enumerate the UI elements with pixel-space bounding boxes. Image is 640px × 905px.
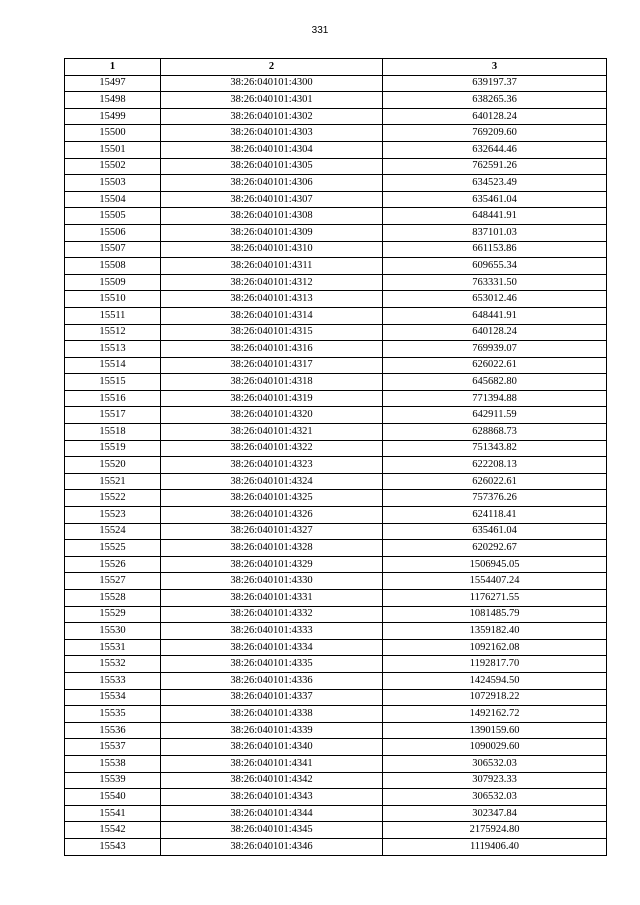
- row-number-cell: 15501: [65, 141, 161, 158]
- row-number-cell: 15508: [65, 258, 161, 275]
- value-cell: 771394.88: [383, 390, 607, 407]
- cadastral-number-cell: 38:26:040101:4309: [161, 224, 383, 241]
- table-row: [65, 590, 607, 607]
- row-number-cell: 15504: [65, 191, 161, 208]
- value-cell: 626022.61: [383, 357, 607, 374]
- value-cell: 639197.37: [383, 75, 607, 92]
- value-cell: 632644.46: [383, 141, 607, 158]
- value-cell: 1390159.60: [383, 722, 607, 739]
- cadastral-number-cell: 38:26:040101:4334: [161, 639, 383, 656]
- value-cell: 306532.03: [383, 789, 607, 806]
- table-row: [65, 390, 607, 407]
- value-cell: 2175924.80: [383, 822, 607, 839]
- value-cell: 306532.03: [383, 755, 607, 772]
- table-row: [65, 324, 607, 341]
- cadastral-number-cell: 38:26:040101:4339: [161, 722, 383, 739]
- table-row: [65, 274, 607, 291]
- value-cell: 1506945.05: [383, 556, 607, 573]
- table-row: [65, 722, 607, 739]
- row-number-cell: 15529: [65, 606, 161, 623]
- table-row: [65, 407, 607, 424]
- row-number-cell: 15527: [65, 573, 161, 590]
- row-number-cell: 15538: [65, 755, 161, 772]
- cadastral-number-cell: 38:26:040101:4316: [161, 341, 383, 358]
- table-row: [65, 291, 607, 308]
- table-row: [65, 357, 607, 374]
- cadastral-number-cell: 38:26:040101:4344: [161, 805, 383, 822]
- column-header-2: 2: [161, 59, 383, 76]
- row-number-cell: 15525: [65, 540, 161, 557]
- row-number-cell: 15523: [65, 507, 161, 524]
- cadastral-number-cell: 38:26:040101:4314: [161, 307, 383, 324]
- row-number-cell: 15509: [65, 274, 161, 291]
- cadastral-number-cell: 38:26:040101:4320: [161, 407, 383, 424]
- row-number-cell: 15500: [65, 125, 161, 142]
- value-cell: 307923.33: [383, 772, 607, 789]
- cadastral-number-cell: 38:26:040101:4317: [161, 357, 383, 374]
- table-row: [65, 789, 607, 806]
- row-number-cell: 15517: [65, 407, 161, 424]
- row-number-cell: 15528: [65, 590, 161, 607]
- cadastral-number-cell: 38:26:040101:4300: [161, 75, 383, 92]
- cadastral-value-table: [64, 58, 607, 856]
- table-row: [65, 92, 607, 109]
- value-cell: 645682.80: [383, 374, 607, 391]
- value-cell: 635461.04: [383, 191, 607, 208]
- table-row: [65, 540, 607, 557]
- table-row: [65, 341, 607, 358]
- value-cell: 763331.50: [383, 274, 607, 291]
- row-number-cell: 15513: [65, 341, 161, 358]
- row-number-cell: 15514: [65, 357, 161, 374]
- cadastral-number-cell: 38:26:040101:4330: [161, 573, 383, 590]
- cadastral-number-cell: 38:26:040101:4342: [161, 772, 383, 789]
- row-number-cell: 15512: [65, 324, 161, 341]
- cadastral-number-cell: 38:26:040101:4315: [161, 324, 383, 341]
- table-row: [65, 606, 607, 623]
- table-row: [65, 838, 607, 855]
- value-cell: 634523.49: [383, 175, 607, 192]
- row-number-cell: 15506: [65, 224, 161, 241]
- cadastral-number-cell: 38:26:040101:4346: [161, 838, 383, 855]
- cadastral-number-cell: 38:26:040101:4322: [161, 440, 383, 457]
- row-number-cell: 15543: [65, 838, 161, 855]
- value-cell: 1492162.72: [383, 706, 607, 723]
- table-body: [65, 75, 607, 855]
- value-cell: 1359182.40: [383, 623, 607, 640]
- value-cell: 1072918.22: [383, 689, 607, 706]
- cadastral-number-cell: 38:26:040101:4308: [161, 208, 383, 225]
- value-cell: 622208.13: [383, 457, 607, 474]
- page-number: 331: [311, 25, 329, 36]
- cadastral-number-cell: 38:26:040101:4328: [161, 540, 383, 557]
- row-number-cell: 15531: [65, 639, 161, 656]
- value-cell: 642911.59: [383, 407, 607, 424]
- row-number-cell: 15498: [65, 92, 161, 109]
- value-cell: 757376.26: [383, 490, 607, 507]
- row-number-cell: 15530: [65, 623, 161, 640]
- table-row: [65, 672, 607, 689]
- value-cell: 762591.26: [383, 158, 607, 175]
- value-cell: 1424594.50: [383, 672, 607, 689]
- cadastral-number-cell: 38:26:040101:4321: [161, 424, 383, 441]
- cadastral-number-cell: 38:26:040101:4340: [161, 739, 383, 756]
- row-number-cell: 15532: [65, 656, 161, 673]
- cadastral-number-cell: 38:26:040101:4323: [161, 457, 383, 474]
- table-row: [65, 158, 607, 175]
- table-row: [65, 523, 607, 540]
- row-number-cell: 15502: [65, 158, 161, 175]
- value-cell: 1192817.70: [383, 656, 607, 673]
- row-number-cell: 15507: [65, 241, 161, 258]
- cadastral-number-cell: 38:26:040101:4311: [161, 258, 383, 275]
- table-row: [65, 75, 607, 92]
- cadastral-number-cell: 38:26:040101:4343: [161, 789, 383, 806]
- row-number-cell: 15521: [65, 473, 161, 490]
- cadastral-number-cell: 38:26:040101:4304: [161, 141, 383, 158]
- value-cell: 769939.07: [383, 341, 607, 358]
- cadastral-number-cell: 38:26:040101:4302: [161, 108, 383, 125]
- row-number-cell: 15515: [65, 374, 161, 391]
- cadastral-number-cell: 38:26:040101:4313: [161, 291, 383, 308]
- table-row: [65, 772, 607, 789]
- row-number-cell: 15533: [65, 672, 161, 689]
- value-cell: 1176271.55: [383, 590, 607, 607]
- cadastral-number-cell: 38:26:040101:4331: [161, 590, 383, 607]
- table-row: [65, 573, 607, 590]
- value-cell: 624118.41: [383, 507, 607, 524]
- table-row: [65, 639, 607, 656]
- value-cell: 638265.36: [383, 92, 607, 109]
- cadastral-number-cell: 38:26:040101:4332: [161, 606, 383, 623]
- row-number-cell: 15535: [65, 706, 161, 723]
- table-row: [65, 108, 607, 125]
- row-number-cell: 15536: [65, 722, 161, 739]
- row-number-cell: 15505: [65, 208, 161, 225]
- table-row: [65, 473, 607, 490]
- table-row: [65, 689, 607, 706]
- table-row: [65, 307, 607, 324]
- value-cell: 1081485.79: [383, 606, 607, 623]
- table-row: [65, 623, 607, 640]
- row-number-cell: 15539: [65, 772, 161, 789]
- row-number-cell: 15542: [65, 822, 161, 839]
- row-number-cell: 15541: [65, 805, 161, 822]
- value-cell: 626022.61: [383, 473, 607, 490]
- cadastral-number-cell: 38:26:040101:4327: [161, 523, 383, 540]
- table-row: [65, 706, 607, 723]
- row-number-cell: 15499: [65, 108, 161, 125]
- value-cell: 1090029.60: [383, 739, 607, 756]
- cadastral-number-cell: 38:26:040101:4336: [161, 672, 383, 689]
- table-row: [65, 224, 607, 241]
- table-row: [65, 556, 607, 573]
- row-number-cell: 15497: [65, 75, 161, 92]
- row-number-cell: 15516: [65, 390, 161, 407]
- row-number-cell: 15534: [65, 689, 161, 706]
- column-header-1: 1: [65, 59, 161, 76]
- table-row: [65, 241, 607, 258]
- cadastral-number-cell: 38:26:040101:4329: [161, 556, 383, 573]
- value-cell: 609655.34: [383, 258, 607, 275]
- cadastral-number-cell: 38:26:040101:4324: [161, 473, 383, 490]
- value-cell: 635461.04: [383, 523, 607, 540]
- table-row: [65, 507, 607, 524]
- row-number-cell: 15540: [65, 789, 161, 806]
- table-row: [65, 805, 607, 822]
- value-cell: 1092162.08: [383, 639, 607, 656]
- cadastral-number-cell: 38:26:040101:4306: [161, 175, 383, 192]
- table-row: [65, 739, 607, 756]
- cadastral-number-cell: 38:26:040101:4337: [161, 689, 383, 706]
- row-number-cell: 15520: [65, 457, 161, 474]
- cadastral-number-cell: 38:26:040101:4333: [161, 623, 383, 640]
- cadastral-number-cell: 38:26:040101:4318: [161, 374, 383, 391]
- cadastral-number-cell: 38:26:040101:4325: [161, 490, 383, 507]
- value-cell: 661153.86: [383, 241, 607, 258]
- table-row: [65, 208, 607, 225]
- cadastral-number-cell: 38:26:040101:4307: [161, 191, 383, 208]
- row-number-cell: 15518: [65, 424, 161, 441]
- value-cell: 1119406.40: [383, 838, 607, 855]
- cadastral-number-cell: 38:26:040101:4312: [161, 274, 383, 291]
- value-cell: 837101.03: [383, 224, 607, 241]
- cadastral-number-cell: 38:26:040101:4305: [161, 158, 383, 175]
- table-row: [65, 141, 607, 158]
- row-number-cell: 15522: [65, 490, 161, 507]
- value-cell: 648441.91: [383, 208, 607, 225]
- value-cell: 302347.84: [383, 805, 607, 822]
- table-row: [65, 125, 607, 142]
- table-row: [65, 440, 607, 457]
- table-row: [65, 424, 607, 441]
- value-cell: 1554407.24: [383, 573, 607, 590]
- cadastral-number-cell: 38:26:040101:4345: [161, 822, 383, 839]
- table-row: [65, 191, 607, 208]
- table-header-row: [65, 59, 607, 76]
- table-row: [65, 457, 607, 474]
- cadastral-number-cell: 38:26:040101:4326: [161, 507, 383, 524]
- cadastral-number-cell: 38:26:040101:4338: [161, 706, 383, 723]
- value-cell: 751343.82: [383, 440, 607, 457]
- value-cell: 648441.91: [383, 307, 607, 324]
- cadastral-number-cell: 38:26:040101:4301: [161, 92, 383, 109]
- cadastral-number-cell: 38:26:040101:4303: [161, 125, 383, 142]
- cadastral-number-cell: 38:26:040101:4319: [161, 390, 383, 407]
- row-number-cell: 15524: [65, 523, 161, 540]
- cadastral-number-cell: 38:26:040101:4335: [161, 656, 383, 673]
- table-row: [65, 374, 607, 391]
- row-number-cell: 15519: [65, 440, 161, 457]
- table-row: [65, 656, 607, 673]
- value-cell: 620292.67: [383, 540, 607, 557]
- cadastral-number-cell: 38:26:040101:4310: [161, 241, 383, 258]
- table-row: [65, 175, 607, 192]
- column-header-3: 3: [383, 59, 607, 76]
- row-number-cell: 15537: [65, 739, 161, 756]
- row-number-cell: 15511: [65, 307, 161, 324]
- value-cell: 640128.24: [383, 108, 607, 125]
- row-number-cell: 15510: [65, 291, 161, 308]
- cadastral-number-cell: 38:26:040101:4341: [161, 755, 383, 772]
- value-cell: 653012.46: [383, 291, 607, 308]
- table-row: [65, 490, 607, 507]
- row-number-cell: 15503: [65, 175, 161, 192]
- row-number-cell: 15526: [65, 556, 161, 573]
- table-row: [65, 258, 607, 275]
- table-row: [65, 822, 607, 839]
- value-cell: 769209.60: [383, 125, 607, 142]
- value-cell: 640128.24: [383, 324, 607, 341]
- value-cell: 628868.73: [383, 424, 607, 441]
- table-row: [65, 755, 607, 772]
